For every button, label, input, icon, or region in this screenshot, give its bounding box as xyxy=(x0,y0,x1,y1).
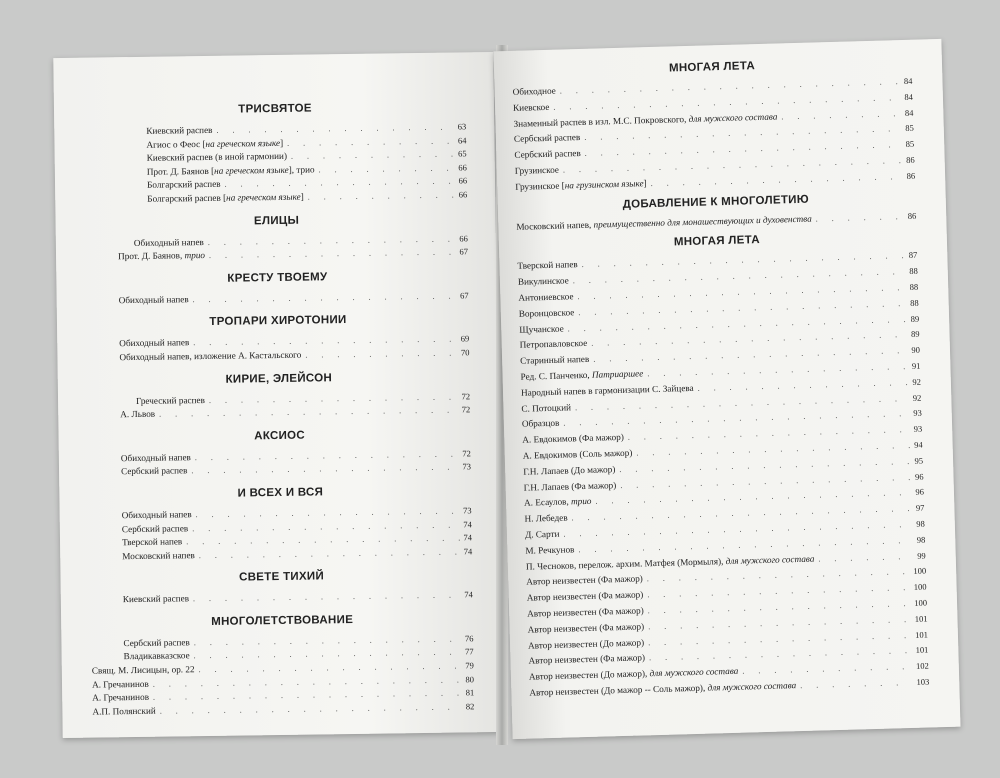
entry-label xyxy=(92,705,156,718)
entry-title: Киевское xyxy=(512,101,550,113)
page-number: 90 xyxy=(911,344,921,355)
entry-title: Петропавловское xyxy=(519,338,588,351)
toc-entry xyxy=(91,589,473,608)
entry-title: Грузинское xyxy=(514,164,560,176)
page-number: 95 xyxy=(914,455,924,466)
page-number: 84 xyxy=(904,107,914,118)
entry-note: преимущественно для монашествующих и духовенства xyxy=(593,213,812,230)
entry-note: на грузинском языке xyxy=(564,178,644,191)
entry-label xyxy=(524,494,592,511)
entry-title: Грузинское [ xyxy=(515,180,565,192)
entry-suffix: ] xyxy=(643,177,647,189)
entry-title: А. Евдокимов (Фа мажор) xyxy=(522,432,624,445)
page-number: 79 xyxy=(465,660,474,671)
entry-label xyxy=(122,535,182,548)
entry-label xyxy=(122,549,195,563)
page-number: 67 xyxy=(459,246,469,257)
entry-label xyxy=(147,150,287,165)
entry-label xyxy=(121,451,191,465)
entry-title: Автор неизвестен (Фа мажор) xyxy=(527,605,644,619)
page-number: 66 xyxy=(458,189,468,200)
entry-title: Сербский распев xyxy=(121,522,189,534)
entry-label xyxy=(525,527,560,543)
page-number: 88 xyxy=(909,281,919,292)
page-number: 65 xyxy=(458,148,467,159)
entry-label xyxy=(119,293,189,307)
entry-title: Автор неизвестен (До мажор), xyxy=(528,668,650,682)
page-number: 87 xyxy=(908,250,918,261)
entry-label xyxy=(523,462,615,479)
entry-label xyxy=(516,211,812,234)
entry-title: Знаменный распев в изл. М.С. Покровского, xyxy=(513,113,689,129)
entry-title: Автор неизвестен (Фа мажор) xyxy=(528,652,646,666)
dot-leader xyxy=(287,135,454,150)
entry-label xyxy=(517,257,578,273)
entry-label xyxy=(515,176,647,194)
toc-entry xyxy=(87,289,469,308)
page-number: 97 xyxy=(915,502,925,513)
entry-title: Д. Сарти xyxy=(524,528,560,540)
section-title: МНОГОЛЕТСТВОВАНИЕ xyxy=(211,613,354,628)
entry-note: для мужского состава xyxy=(707,680,797,693)
entry-title: Обиходный напев xyxy=(119,337,190,349)
entry-label xyxy=(124,650,190,664)
entry-label xyxy=(522,430,624,448)
page-number: 73 xyxy=(462,461,472,472)
page-number: 74 xyxy=(463,518,472,529)
entry-note: трио xyxy=(184,250,206,261)
entry-label xyxy=(92,691,149,704)
entry-label xyxy=(518,274,569,290)
entry-title: Тверской напев xyxy=(121,536,183,548)
dot-leader xyxy=(308,189,455,204)
entry-label xyxy=(525,542,574,558)
entry-label xyxy=(92,677,149,690)
section-title: ТРИСВЯТОЕ xyxy=(238,102,312,116)
page-number: 82 xyxy=(465,701,475,712)
dot-leader xyxy=(191,462,458,478)
entry-title: А.П. Полянский xyxy=(92,705,156,717)
entry-title: Г.Н. Лапаев (Фа мажор) xyxy=(523,479,617,493)
entry-title: Народный напев в гармонизации С. Зайцева xyxy=(520,382,694,398)
dot-leader xyxy=(291,149,454,164)
entry-label xyxy=(522,416,560,432)
page-number: 84 xyxy=(903,75,913,86)
entry-title: Греческий распев xyxy=(135,394,205,406)
page-number: 67 xyxy=(460,290,469,301)
page-number: 98 xyxy=(916,518,925,529)
entry-label xyxy=(118,249,205,263)
dot-leader xyxy=(193,290,457,306)
entry-suffix: ] xyxy=(279,137,284,148)
entry-label xyxy=(514,130,581,147)
page-number: 92 xyxy=(912,392,922,403)
entry-title: Ред. С. Панченко, xyxy=(520,369,593,382)
page-number: 101 xyxy=(915,644,929,656)
page-number: 96 xyxy=(915,486,925,498)
page-number: 102 xyxy=(915,660,929,671)
entry-label xyxy=(515,163,560,179)
dot-leader xyxy=(319,162,455,176)
page-number: 86 xyxy=(906,170,916,181)
page-number: 86 xyxy=(906,154,915,165)
entry-label xyxy=(523,478,616,495)
entry-note: на греческом языке xyxy=(214,164,289,176)
page-number: 73 xyxy=(463,505,472,516)
entry-title: А. Львов xyxy=(120,408,156,420)
entry-label xyxy=(122,508,192,522)
page-number: 66 xyxy=(458,175,468,186)
entry-title: Воронцовское xyxy=(518,307,575,319)
entry-title: Автор неизвестен (Фа мажор) xyxy=(526,573,643,587)
entry-label xyxy=(521,400,571,416)
entry-title: Киевский распев xyxy=(122,593,190,605)
entry-title: Тверской напев xyxy=(517,259,578,272)
entry-title: Московский напев, xyxy=(516,219,594,232)
entry-title: Автор неизвестен (Фа мажор) xyxy=(527,621,645,635)
entry-label xyxy=(513,100,550,116)
entry-label xyxy=(147,191,304,206)
page-number: 96 xyxy=(914,471,924,482)
entry-label xyxy=(146,124,212,138)
entry-title: Н. Лебедев xyxy=(524,512,568,524)
entry-title: Щучанское xyxy=(519,323,564,335)
entry-label xyxy=(514,146,581,163)
entry-note: Патриаршее xyxy=(591,368,644,380)
entry-label xyxy=(92,663,195,677)
entry-title: Обиходный напев xyxy=(121,509,192,521)
entry-label xyxy=(146,136,283,151)
entry-title: Прот. Д. Баянов, xyxy=(117,250,185,262)
entry-label xyxy=(122,522,189,536)
dot-leader xyxy=(209,247,456,263)
page-number: 92 xyxy=(912,376,922,387)
entry-label xyxy=(121,465,188,479)
entry-title: Старинный напев xyxy=(519,353,590,366)
section-title: ТРОПАРИ ХИРОТОНИИ xyxy=(209,314,347,329)
section-title: МНОГАЯ ЛЕТА xyxy=(673,234,761,249)
entry-title: Обиходное xyxy=(512,85,556,97)
page-number: 88 xyxy=(909,265,918,277)
entry-title: Сербский распев xyxy=(514,148,581,161)
entry-title: Автор неизвестен (Фа мажор) xyxy=(526,589,644,603)
entry-label xyxy=(123,636,190,650)
entry-title: Обиходный напев, изложение А. Кастальского xyxy=(119,349,302,363)
page-number: 100 xyxy=(913,565,927,577)
page-number: 72 xyxy=(461,390,471,401)
page-number: 89 xyxy=(910,313,920,324)
entry-title: Сербский распев xyxy=(123,637,190,649)
entry-note: для мужского состава xyxy=(649,665,739,679)
section-title: СВЕТЕ ТИХИЙ xyxy=(238,570,325,584)
entry-label xyxy=(136,394,205,408)
entry-label xyxy=(524,511,567,527)
entry-title: Прот. Д. Баянов [ xyxy=(146,165,215,177)
page-number: 77 xyxy=(465,646,474,657)
page-number: 85 xyxy=(905,123,914,134)
entry-label xyxy=(518,289,573,305)
section-title: МНОГАЯ ЛЕТА xyxy=(668,60,756,75)
entry-label xyxy=(119,349,301,364)
dot-leader xyxy=(816,210,904,227)
page-number: 103 xyxy=(916,676,930,687)
page-number: 88 xyxy=(910,297,919,308)
entry-title: Обиходный напев xyxy=(133,236,204,248)
entry-title: Антониевское xyxy=(518,291,574,303)
dot-leader xyxy=(818,549,913,566)
page-number: 72 xyxy=(461,404,471,415)
entry-title: Г.Н. Лапаев (До мажор) xyxy=(523,463,616,477)
page-number: 74 xyxy=(464,589,473,600)
entry-title: Болгарский распев [ xyxy=(147,192,227,204)
page-number: 74 xyxy=(463,532,473,543)
page-number: 99 xyxy=(917,550,926,561)
entry-label xyxy=(519,305,575,321)
page-number: 101 xyxy=(915,628,929,640)
entry-title: Болгарский распев xyxy=(146,179,221,191)
page-number: 100 xyxy=(914,597,928,608)
entry-title: Киевский распев xyxy=(146,124,213,136)
entry-title: Викулинское xyxy=(517,275,569,287)
entry-label xyxy=(523,446,633,464)
page-number: 81 xyxy=(465,687,475,698)
entry-title: А. Гречанинов xyxy=(91,678,149,690)
page-number: 84 xyxy=(904,91,914,102)
entry-title: А. Гречанинов xyxy=(92,692,150,703)
page-number: 69 xyxy=(460,333,470,344)
entry-label xyxy=(519,321,564,337)
entry-suffix: ] xyxy=(300,191,304,202)
entry-title: А. Есаулов, xyxy=(523,496,572,509)
page-number: 94 xyxy=(913,439,923,450)
page-number: 74 xyxy=(463,545,473,557)
entry-suffix: ], трио xyxy=(288,164,315,175)
entry-label xyxy=(134,236,204,250)
entry-note: для мужского состава xyxy=(688,111,778,124)
dot-leader xyxy=(193,590,460,606)
entry-title: Автор неизвестен (До мажор -- Соль мажор), xyxy=(529,682,708,698)
page-number: 66 xyxy=(458,162,467,173)
page-number: 93 xyxy=(913,407,922,419)
dot-leader xyxy=(159,405,458,422)
right-page xyxy=(493,39,960,739)
page-number: 100 xyxy=(913,581,927,592)
entry-label xyxy=(147,178,221,192)
page-number: 66 xyxy=(459,232,468,244)
entry-label xyxy=(119,337,189,351)
entry-note: на греческом языке xyxy=(226,191,301,203)
left-page xyxy=(53,52,502,738)
page-number: 64 xyxy=(457,134,467,146)
page-number: 63 xyxy=(457,121,467,132)
page-number: 89 xyxy=(910,328,920,340)
entry-title: Образцов xyxy=(521,418,560,430)
section-title: КИРИЕ, ЭЛЕЙСОН xyxy=(225,371,333,386)
entry-label xyxy=(519,336,587,353)
entry-label xyxy=(120,408,155,421)
entry-title: Сербский распев xyxy=(513,132,581,145)
page-number: 101 xyxy=(914,613,928,624)
entry-label xyxy=(512,84,556,100)
page-number: 76 xyxy=(464,633,474,644)
entry-note: для мужского состава xyxy=(725,553,815,566)
dot-leader xyxy=(800,676,913,694)
entry-label xyxy=(520,352,590,369)
entry-note: на греческом языке xyxy=(205,137,281,149)
entry-label xyxy=(147,163,315,178)
entry-title: С. Потоцкий xyxy=(521,401,572,414)
entry-title: Агиос о Феос [ xyxy=(146,138,206,150)
page-number: 91 xyxy=(911,360,921,371)
entry-note: трио xyxy=(570,496,592,507)
section-title: АКСИОС xyxy=(254,429,306,443)
page-number: 93 xyxy=(913,423,923,434)
dot-leader xyxy=(305,347,457,362)
section-title: И ВСЕХ И ВСЯ xyxy=(237,486,324,500)
page-number: 72 xyxy=(462,448,471,459)
entry-title: Владикавказское xyxy=(123,650,190,662)
section-title: КРЕСТУ ТВОЕМУ xyxy=(227,271,328,285)
entry-title: М. Речкунов xyxy=(525,544,575,556)
page-number: 98 xyxy=(916,534,926,545)
entry-title: Свящ. М. Лисицын, ор. 22 xyxy=(91,664,195,676)
dot-leader xyxy=(199,546,460,562)
entry-title: Сербский распев xyxy=(120,465,188,477)
entry-title: Автор неизвестен (До мажор) xyxy=(527,636,645,651)
entry-title: Обиходный напев xyxy=(118,293,189,305)
entry-title: А. Евдокимов (Соль мажор) xyxy=(522,447,633,461)
entry-title: Московский напев xyxy=(122,549,195,561)
right-page-contents xyxy=(493,39,959,702)
page-number: 80 xyxy=(465,673,475,685)
section-title: ЕЛИЦЫ xyxy=(253,214,300,227)
entry-title: П. Чесноков, перелож. архим. Матфея (Мормыля), xyxy=(525,555,726,572)
page-number: 85 xyxy=(905,138,915,150)
section-title: ДОБАВЛЕНИЕ К МНОГОЛЕТИЮ xyxy=(622,193,810,211)
left-page-contents xyxy=(53,52,502,720)
entry-label xyxy=(123,593,189,607)
entry-title: Киевский распев (в иной гармонии) xyxy=(146,151,288,163)
entry-title: Обиходный напев xyxy=(120,451,191,463)
page-number: 70 xyxy=(460,347,470,358)
page-number: 86 xyxy=(907,210,917,221)
